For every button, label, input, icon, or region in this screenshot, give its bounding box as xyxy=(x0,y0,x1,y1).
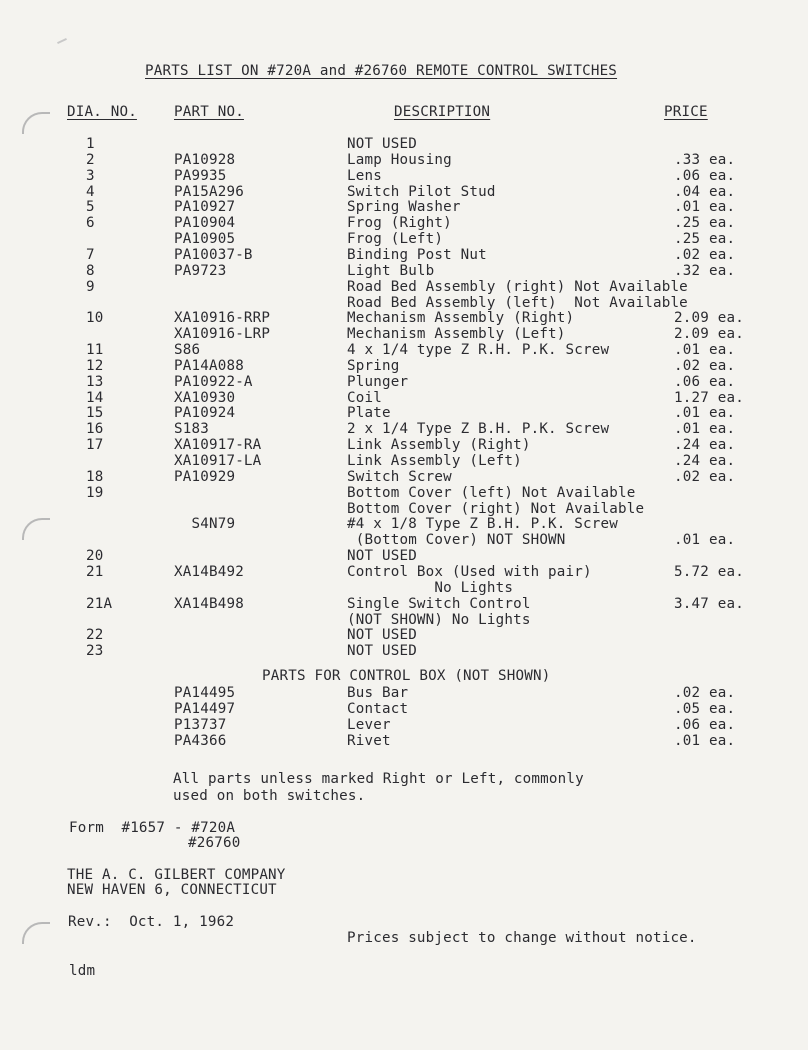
table-cell-description: Road Bed Assembly (right) Not Available xyxy=(347,278,688,295)
binder-hole-mark xyxy=(22,922,50,944)
table-cell-part-no: PA14497 xyxy=(174,701,236,717)
table-cell-part-no: PA4366 xyxy=(174,733,227,749)
table-cell-description: Bottom Cover (left) Not Available xyxy=(347,484,636,501)
table-cell-price: .01 ea. xyxy=(674,733,736,749)
table-cell-price: .01 ea. xyxy=(674,342,736,358)
table-cell-part-no: XA10917-LA xyxy=(174,453,262,469)
table-cell-part-no: S183 xyxy=(174,421,209,438)
header-price: PRICE xyxy=(664,104,708,120)
table-cell-description: Link Assembly (Left) xyxy=(347,453,522,469)
table-cell-price: .02 ea. xyxy=(674,685,736,701)
table-cell-price: .06 ea. xyxy=(674,717,736,733)
table-cell-description: NOT USED xyxy=(347,643,417,660)
table-cell-description: Road Bed Assembly (left) Not Available xyxy=(347,294,688,311)
table-cell-dia-no: 20 xyxy=(86,548,104,565)
typist-initials: ldm xyxy=(69,963,96,979)
table-cell-description: #4 x 1/8 Type Z B.H. P.K. Screw xyxy=(347,516,618,533)
table-cell-price: .24 ea. xyxy=(674,453,736,469)
binder-hole-mark xyxy=(22,518,50,540)
table-cell-price: .01 ea. xyxy=(674,421,736,438)
table-cell-part-no: PA15A296 xyxy=(174,183,244,200)
table-cell-price: .02 ea. xyxy=(674,246,736,263)
table-cell-description: Bottom Cover (right) Not Available xyxy=(347,500,645,517)
table-cell-part-no: PA14495 xyxy=(174,685,236,701)
table-cell-description: Lever xyxy=(347,717,391,733)
table-cell-dia-no: 17 xyxy=(86,437,104,454)
table-cell-description: Spring Washer xyxy=(347,199,461,216)
table-cell-dia-no: 8 xyxy=(86,262,95,279)
table-cell-description: Contact xyxy=(347,701,409,717)
table-cell-part-no: PA14A088 xyxy=(174,357,244,374)
table-cell-dia-no: 9 xyxy=(86,278,95,295)
table-cell-dia-no: 2 xyxy=(86,151,95,168)
table-cell-description: Switch Screw xyxy=(347,468,452,485)
form-number: Form #1657 - #720A xyxy=(69,820,236,836)
table-cell-description: Plate xyxy=(347,405,391,422)
table-cell-price: .06 ea. xyxy=(674,373,736,390)
table-cell-description: NOT USED xyxy=(347,627,417,644)
table-cell-dia-no: 4 xyxy=(86,183,95,200)
table-cell-part-no: PA10904 xyxy=(174,215,236,232)
prices-notice: Prices subject to change without notice. xyxy=(347,930,697,946)
table-cell-description: Link Assembly (Right) xyxy=(347,437,531,454)
table-cell-price: 3.47 ea. xyxy=(674,595,744,612)
table-cell-part-no: P13737 xyxy=(174,717,227,733)
table-cell-description: (NOT SHOWN) No Lights xyxy=(347,611,531,628)
table-cell-price: .25 ea. xyxy=(674,231,736,248)
table-cell-price: .01 ea. xyxy=(674,405,736,422)
table-cell-description: NOT USED xyxy=(347,548,417,565)
table-cell-part-no: XA10917-RA xyxy=(174,437,262,454)
table-cell-description: 2 x 1/4 Type Z B.H. P.K. Screw xyxy=(347,421,610,438)
table-cell-dia-no: 12 xyxy=(86,357,104,374)
table-cell-description: Rivet xyxy=(347,733,391,749)
table-cell-description: Plunger xyxy=(347,373,409,390)
table-cell-dia-no: 21 xyxy=(86,564,104,580)
table-cell-description: Light Bulb xyxy=(347,262,435,279)
table-cell-description: No Lights xyxy=(347,579,514,596)
table-cell-part-no: PA9723 xyxy=(174,262,227,279)
table-cell-description: Coil xyxy=(347,389,382,406)
control-box-heading: PARTS FOR CONTROL BOX (NOT SHOWN) xyxy=(262,668,551,684)
header-dia-no: DIA. NO. xyxy=(67,104,137,120)
table-cell-description: Frog (Left) xyxy=(347,231,444,248)
table-cell-description: (Bottom Cover) NOT SHOWN xyxy=(347,532,566,549)
table-cell-dia-no: 6 xyxy=(86,215,95,232)
table-cell-description: Single Switch Control xyxy=(347,595,531,612)
table-cell-part-no: S86 xyxy=(174,342,201,358)
table-cell-price: .04 ea. xyxy=(674,183,736,200)
table-cell-price: 5.72 ea. xyxy=(674,564,744,580)
table-cell-part-no: PA10927 xyxy=(174,199,236,216)
table-cell-price: 2.09 ea. xyxy=(674,310,744,327)
header-description: DESCRIPTION xyxy=(394,104,491,120)
table-cell-part-no: PA10924 xyxy=(174,405,236,422)
table-cell-description: Mechanism Assembly (Left) xyxy=(347,326,566,343)
table-cell-dia-no: 14 xyxy=(86,389,104,406)
table-cell-part-no: PA10037-B xyxy=(174,246,253,263)
table-cell-description: Mechanism Assembly (Right) xyxy=(347,310,575,327)
table-cell-price: .32 ea. xyxy=(674,262,736,279)
table-cell-part-no: PA10922-A xyxy=(174,373,253,390)
header-part-no: PART NO. xyxy=(174,104,244,120)
table-cell-part-no: XA10930 xyxy=(174,389,236,406)
table-cell-part-no: XA14B492 xyxy=(174,564,244,580)
table-cell-dia-no: 21A xyxy=(86,595,113,612)
table-cell-price: .33 ea. xyxy=(674,151,736,168)
table-cell-part-no: PA10929 xyxy=(174,468,236,485)
table-cell-description: NOT USED xyxy=(347,136,417,152)
table-cell-price: 1.27 ea. xyxy=(674,389,744,406)
table-cell-description: Lamp Housing xyxy=(347,151,452,168)
table-cell-part-no: XA14B498 xyxy=(174,595,244,612)
table-cell-dia-no: 18 xyxy=(86,468,104,485)
table-cell-dia-no: 3 xyxy=(86,167,95,184)
table-cell-price: .01 ea. xyxy=(674,532,736,549)
binder-hole-mark xyxy=(22,112,50,134)
table-cell-dia-no: 1 xyxy=(86,136,95,152)
table-cell-description: Lens xyxy=(347,167,382,184)
table-cell-part-no: S4N79 xyxy=(174,516,236,533)
table-cell-part-no: XA10916-RRP xyxy=(174,310,271,327)
stray-mark xyxy=(57,38,67,44)
company-name: THE A. C. GILBERT COMPANY xyxy=(67,867,286,883)
note-text: used on both switches. xyxy=(173,788,366,804)
table-cell-description: Switch Pilot Stud xyxy=(347,183,496,200)
table-cell-price: .25 ea. xyxy=(674,215,736,232)
revision-date: Rev.: Oct. 1, 1962 xyxy=(68,914,235,930)
table-cell-dia-no: 5 xyxy=(86,199,95,216)
table-cell-description: Frog (Right) xyxy=(347,215,452,232)
table-cell-dia-no: 23 xyxy=(86,643,104,660)
table-cell-description: 4 x 1/4 type Z R.H. P.K. Screw xyxy=(347,342,610,358)
table-cell-dia-no: 15 xyxy=(86,405,104,422)
table-cell-price: .05 ea. xyxy=(674,701,736,717)
form-number: #26760 xyxy=(188,835,241,851)
table-cell-dia-no: 22 xyxy=(86,627,104,644)
table-cell-part-no: PA10928 xyxy=(174,151,236,168)
table-cell-dia-no: 10 xyxy=(86,310,104,327)
table-cell-description: Spring xyxy=(347,357,400,374)
table-cell-description: Control Box (Used with pair) xyxy=(347,564,592,580)
table-cell-part-no: PA9935 xyxy=(174,167,227,184)
table-cell-price: .01 ea. xyxy=(674,199,736,216)
company-address: NEW HAVEN 6, CONNECTICUT xyxy=(67,882,277,898)
table-cell-dia-no: 11 xyxy=(86,342,104,358)
table-cell-price: .02 ea. xyxy=(674,357,736,374)
table-cell-dia-no: 19 xyxy=(86,484,104,501)
table-cell-price: .02 ea. xyxy=(674,468,736,485)
table-cell-dia-no: 16 xyxy=(86,421,104,438)
table-cell-price: .24 ea. xyxy=(674,437,736,454)
table-cell-price: 2.09 ea. xyxy=(674,326,744,343)
table-cell-description: Binding Post Nut xyxy=(347,246,487,263)
page-title: PARTS LIST ON #720A and #26760 REMOTE CONTROL SWITCHES xyxy=(145,63,618,79)
table-cell-price: .06 ea. xyxy=(674,167,736,184)
note-text: All parts unless marked Right or Left, commonly xyxy=(173,771,584,787)
table-cell-dia-no: 13 xyxy=(86,373,104,390)
table-cell-part-no: PA10905 xyxy=(174,231,236,248)
table-cell-part-no: XA10916-LRP xyxy=(174,326,271,343)
table-cell-description: Bus Bar xyxy=(347,685,409,701)
table-cell-dia-no: 7 xyxy=(86,246,95,263)
